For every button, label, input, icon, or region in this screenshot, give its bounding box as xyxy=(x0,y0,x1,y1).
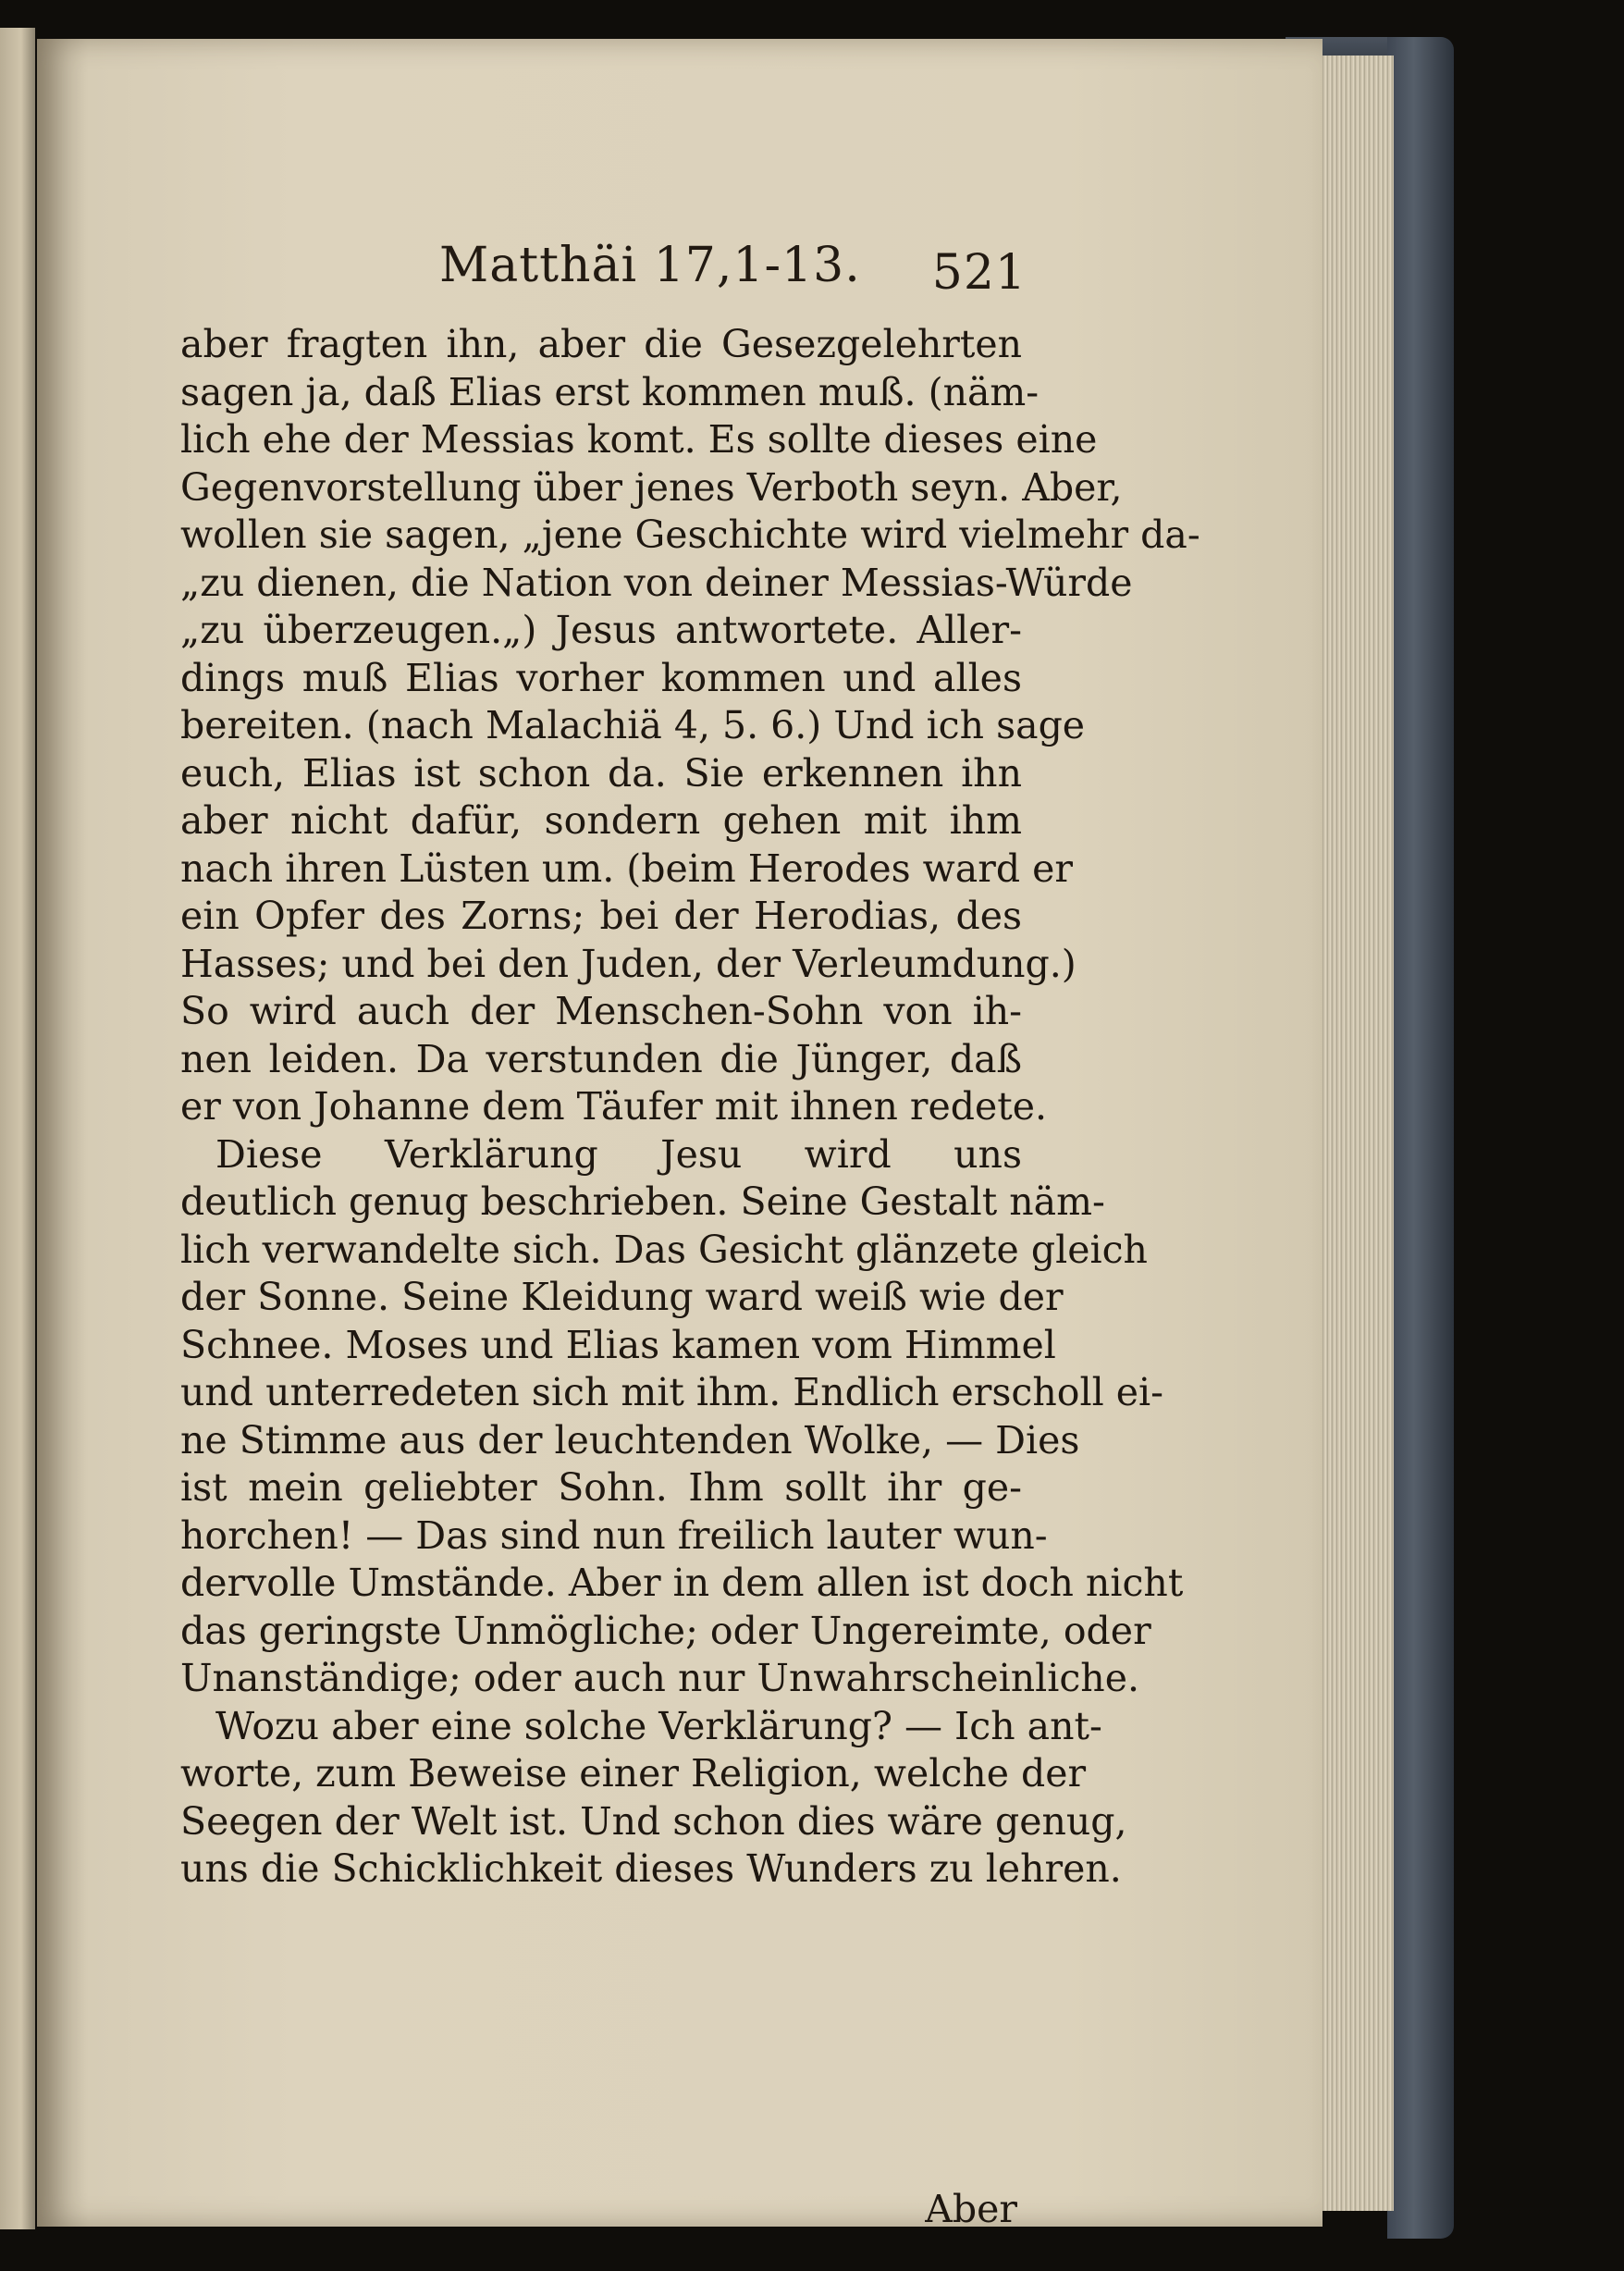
text-line: der Sonne. Seine Kleidung ward weiß wie der xyxy=(180,1275,1064,1319)
running-head: Matthäi 17,1-13. xyxy=(439,238,861,293)
text-line: nen leiden. Da verstunden die Jünger, daß xyxy=(180,1036,1022,1081)
text-line: er von Johanne dem Täufer mit ihnen redete. xyxy=(180,1084,1048,1129)
text-line: horchen! — Das sind nun freilich lauter wun- xyxy=(180,1512,1048,1558)
book-page xyxy=(37,39,1323,2231)
text-line: ein Opfer des Zorns; bei der Herodias, des xyxy=(180,894,1022,938)
text-line: aber nicht dafür, sondern gehen mit ihm xyxy=(180,798,1022,843)
book-cover xyxy=(1387,37,1454,2239)
text-line: Unanständige; oder auch nur Unwahrscheinliche. xyxy=(180,1656,1139,1700)
text-line: lich ehe der Messias komt. Es sollte dieses eine xyxy=(180,417,1098,462)
text-line: uns die Schicklichkeit dieses Wunders zu lehren. xyxy=(180,1846,1122,1891)
text-line: wollen sie sagen, „jene Geschichte wird vielmehr da- xyxy=(180,512,1200,557)
text-line: ne Stimme aus der leuchtenden Wolke, — Dies xyxy=(180,1417,1080,1463)
text-line: dervolle Umstände. Aber in dem allen ist doch nicht xyxy=(180,1561,1184,1605)
text-line: „zu überzeugen.„) Jesus antwortete. Aller- xyxy=(180,608,1022,652)
text-line: Gegenvorstellung über jenes Verboth seyn. Aber, xyxy=(180,464,1123,510)
text-line: „zu dienen, die Nation von deiner Messias-Würde xyxy=(180,560,1133,605)
text-line: Schnee. Moses und Elias kamen vom Himmel xyxy=(180,1322,1056,1367)
catchword: Aber xyxy=(925,2187,1017,2231)
text-line: So wird auch der Menschen-Sohn von ih- xyxy=(180,989,1022,1033)
text-line: und unterredeten sich mit ihm. Endlich erscholl ei- xyxy=(180,1370,1163,1414)
text-line: worte, zum Beweise einer Religion, welche der xyxy=(180,1751,1087,1796)
text-line: ist mein geliebter Sohn. Ihm sollt ihr ge- xyxy=(180,1465,1022,1510)
text-line: dings muß Elias vorher kommen und alles xyxy=(180,655,1022,700)
text-line: nach ihren Lüsten um. (beim Herodes ward er xyxy=(180,845,1073,891)
text-line: sagen ja, daß Elias erst kommen muß. (näm- xyxy=(180,369,1040,414)
body-text xyxy=(180,321,1200,2231)
text-line: lich verwandelte sich. Das Gesicht glänzete gleich xyxy=(180,1227,1148,1272)
text-line: aber fragten ihn, aber die Gesezgelehrten xyxy=(180,322,1022,366)
facing-page-edge xyxy=(0,28,35,2229)
text-line: Wozu aber eine solche Verklärung? — Ich ant- xyxy=(215,1703,1102,1748)
page-number: 521 xyxy=(931,245,1027,301)
text-line: das geringste Unmögliche; oder Ungereimte, oder xyxy=(180,1608,1151,1653)
text-line: Seegen der Welt ist. Und schon dies wäre genug, xyxy=(180,1798,1127,1844)
text-line: euch, Elias ist schon da. Sie erkennen ihn xyxy=(180,750,1022,796)
text-line: deutlich genug beschrieben. Seine Gestalt näm- xyxy=(180,1179,1105,1224)
text-line: Diese Verklärung Jesu wird uns xyxy=(215,1131,1022,1177)
text-line: bereiten. (nach Malachiä 4, 5. 6.) Und ich sage xyxy=(180,703,1086,747)
page-header xyxy=(194,238,1027,302)
text-line: Hasses; und bei den Juden, der Verleumdung.) xyxy=(180,941,1077,986)
